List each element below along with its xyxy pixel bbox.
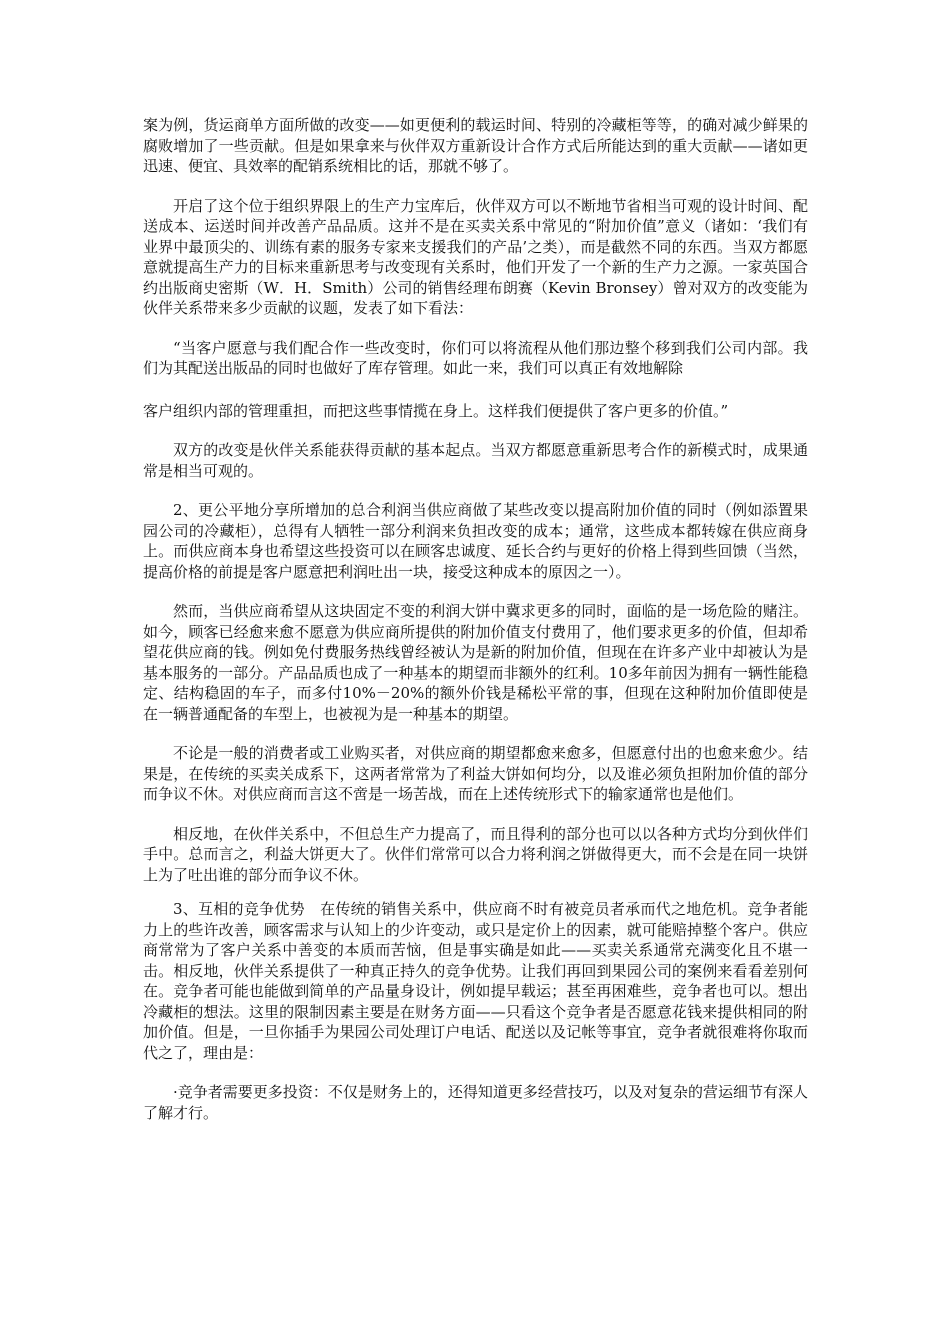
paragraph-partnership-gain: 相反地，在伙伴关系中，不但总生产力提高了，而且得利的部分也可以以各种方式均分到伙伴们手中。总而言之，利益大饼更大了。伙伴们常常可以合力将利润之饼做得更大，而不会是在同一块饼上为了吐出谁的部分而争议不休。 [143, 824, 808, 884]
document-page [143, 115, 808, 1142]
paragraph-quote-start: “当客户愿意与我们配合作一些改变时，你们可以将流程从他们那边整个移到我们公司内部。我们为其配送出版品的同时也做好了库存管理。如此一来，我们可以真正有效地解除 [143, 338, 808, 377]
paragraph-continuation: 案为例，货运商单方面所做的改变——如更便利的载运时间、特别的冷藏柜等等，的确对减少鲜果的腐败增加了一些贡献。但是如果拿来与伙伴双方重新设计合作方式后所能达到的重大贡献——诸如更迅速、便宜、具效率的配销系统相比的话，那就不够了。 [143, 116, 808, 175]
paragraph-risk: 然而，当供应商希望从这块固定不变的利润大饼中冀求更多的同时，面临的是一场危险的赌注。如今，顾客已经愈来愈不愿意为供应商所提供的附加价值支付费用了，他们要求更多的价值，但却希望花供应商的钱。例如免付费服务热线曾经被认为是新的附加价值，但现在在许多产业中却被认为是基本服务的一部分。产品品质也成了一种基本的期望而非额外的红利。10多年前因为拥有一辆性能稳定、结构稳固的车子，而多付10%－20%的额外价钱是稀松平常的事，但现在这种附加价值即使是在一辆普通配备的车型上，也被视为是一种基本的期望。 [143, 602, 808, 723]
paragraph-section-2: 2、更公平地分享所增加的总合利润当供应商做了某些改变以提高附加价值的同时（例如添置果园公司的冷藏柜），总得有人牺牲一部分利润来负担改变的成本；通常，这些成本都转嫁在供应商身上。而供应商本身也希望这些投资可以在顾客忠诚度、延长合约与更好的价格上得到些回馈（当然，提高价格的前提是客户愿意把利润吐出一块，接受这种成本的原因之一）。 [143, 501, 808, 581]
paragraph-productivity: 开启了这个位于组织界限上的生产力宝库后，伙伴双方可以不断地节省相当可观的设计时间、配送成本、运送时间并改善产品品质。这并不是在买卖关系中常见的“附加价值”意义（诸如：‘我们有业界中最顶尖的、训练有素的服务专家来支援我们的产品’之类），而是截然不同的东西。当双方都愿意就提高生产力的目标来重新思考与改变现有关系时，他们开发了一个新的生产力之源。一家英国合约出版商史密斯（W．H．Smith）公司的销售经理布朗赛（Kevin Bronsey）曾对双方的改变能为伙伴关系带来多少贡献的议题，发表了如下看法： [143, 196, 808, 317]
paragraph-change-basis: 双方的改变是伙伴关系能获得贡献的基本起点。当双方都愿意重新思考合作的新模式时，成果通常是相当可观的。 [143, 441, 808, 480]
paragraph-section-3: 3、互相的竞争优势 在传统的销售关系中，供应商不时有被竞员者承而代之地危机。竞争者能力上的些许改善，顾客需求与认知上的少许变动，或只是定价上的因素，就可能赔掉整个客户。供应商常常为了客户关系中善变的本质而苦恼，但是事实确是如此——买卖关系通常充满变化且不堪一击。相反地，伙伴关系提供了一种真正持久的竞争优势。让我们再回到果园公司的案例来看看差别何在。竞争者可能也能做到简单的产品量身设计，例如提早载运；甚至再困难些，竞争者也可以。想出冷藏柜的想法。这里的限制因素主要是在财务方面——只看这个竞争者是否愿意花钱来提供相同的附加价值。但是，一旦你插手为果园公司处理订户电话、配送以及记帐等事宜，竞争者就很难将你取而代之了，理由是： [143, 900, 808, 1062]
paragraph-quote-end: 客户组织内部的管理重担，而把这些事情揽在身上。这样我们便提供了客户更多的价值。” [143, 401, 729, 420]
paragraph-consumers: 不论是一般的消费者或工业购买者，对供应商的期望都愈来愈多，但愿意付出的也愈来愈少。结果是，在传统的买卖关成系下，这两者常常为了利益大饼如何均分，以及谁必须负担附加价值的部分而争议不休。对供应商而言这不啻是一场苦战，而在上述传统形式下的输家通常也是他们。 [143, 744, 808, 803]
paragraph-bullet-investment: ·竞争者需要更多投资：不仅是财务上的，还得知道更多经营技巧，以及对复杂的营运细节有深人了解才行。 [143, 1083, 808, 1122]
